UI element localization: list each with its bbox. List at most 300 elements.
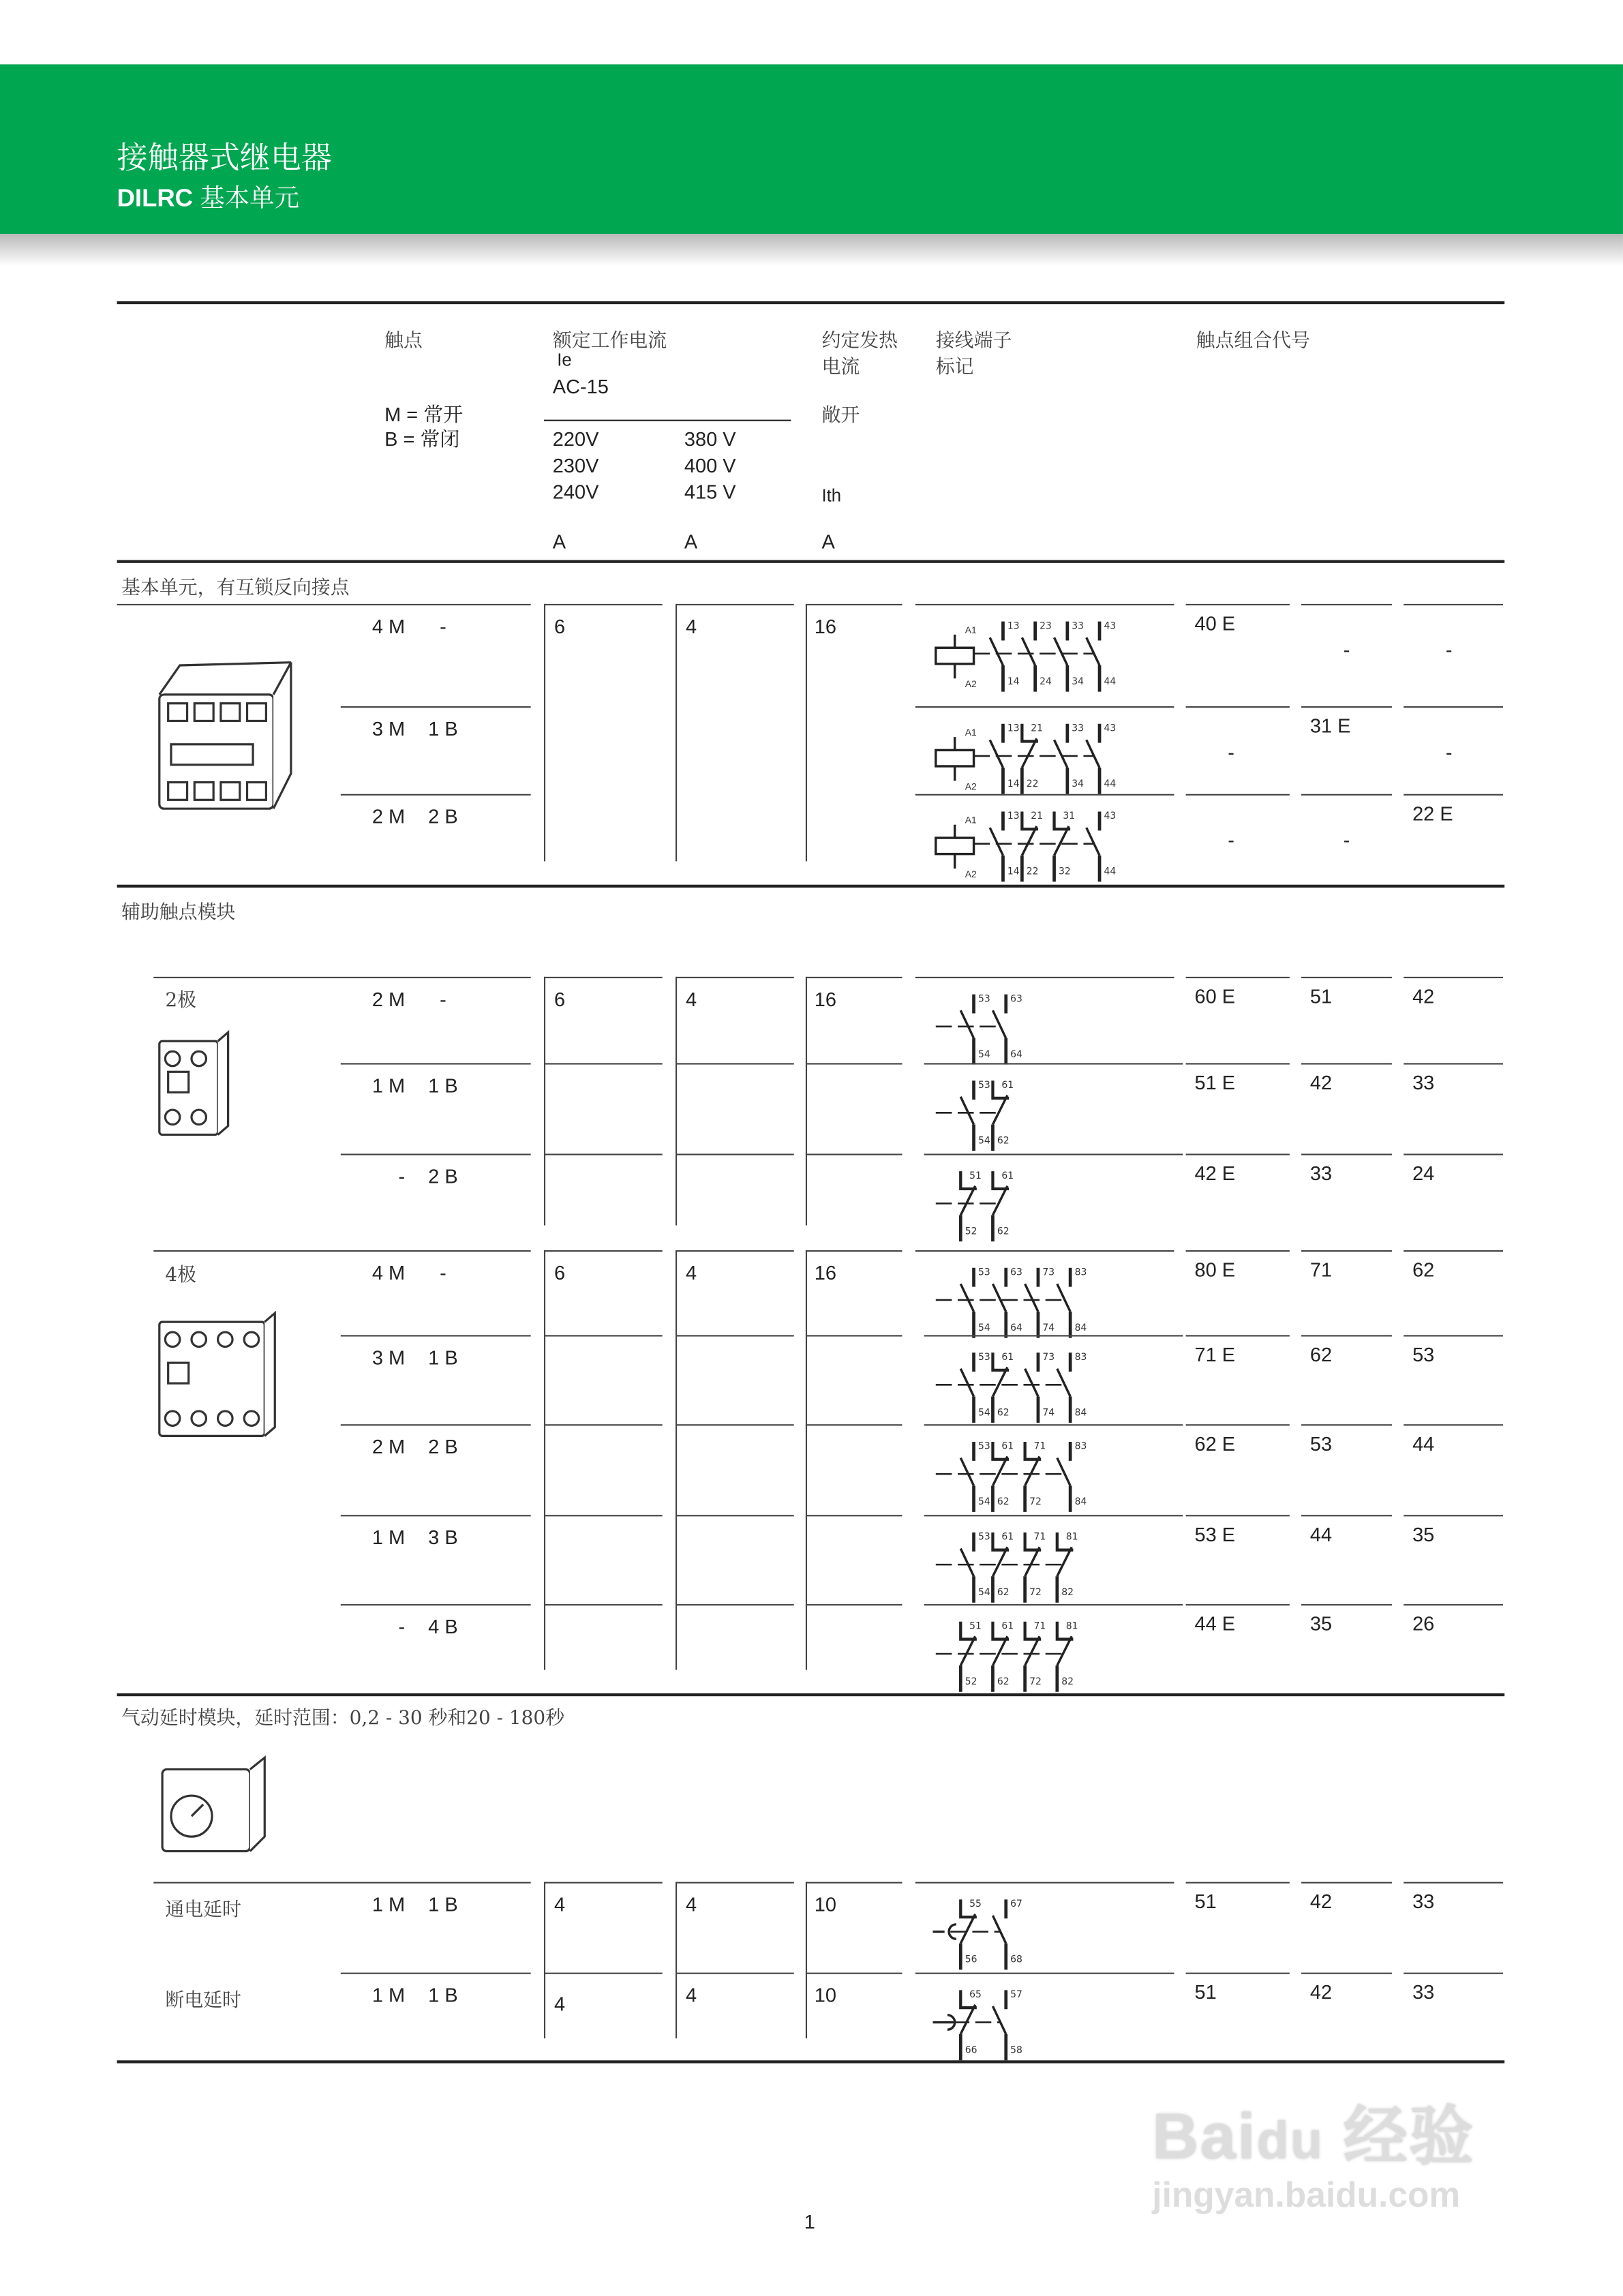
col-rated-current: 额定工作电流 [552,330,667,352]
row-rule [544,1515,663,1516]
terminal-label: 82 [1061,1587,1074,1599]
terminal-label: 62 [997,1587,1010,1599]
row-rule [806,1153,902,1155]
rated-current-230v: 6 [553,1262,566,1284]
terminal-label: 32 [1058,866,1071,877]
terminal-label: 56 [965,1954,977,1965]
terminal-label: 57 [1010,1989,1022,2001]
terminal-label: 66 [965,2044,977,2056]
row-rule [1186,1250,1290,1252]
device-drawing [162,1757,264,1851]
terminal-label: 53 [978,1351,990,1363]
contact-diagram [927,801,1185,886]
row-rule [1186,794,1290,796]
no-contact-blade [1087,740,1099,768]
ac15-label: AC-15 [552,376,609,398]
terminal-label: 54 [978,1322,990,1333]
terminal-label: 54 [978,1135,990,1147]
rated-current-230v: 4 [553,1893,566,1916]
row-rule [1301,1335,1392,1336]
terminal-screw [192,1411,206,1425]
contact-m-count: 3 M [371,718,406,740]
contact-diagram [927,1889,1185,1974]
row-rule [341,1153,531,1155]
contact-code: - [1343,639,1350,661]
col-terminal-1: 接线端子 [935,330,1012,352]
device-side [273,663,291,809]
terminal-label: 61 [1001,1620,1014,1632]
terminal-label: 44 [1104,676,1117,687]
coil-symbol [936,838,974,854]
terminal-screw [192,1110,206,1124]
no-contact-blade [1025,1284,1038,1312]
page-title: 接触器式继电器 [117,140,332,176]
coil-label-a2: A2 [965,868,977,879]
terminal-screw [218,1411,232,1425]
terminal-label: 43 [1104,620,1117,632]
contact-code: 62 [1309,1344,1333,1366]
row-label: 通电延时 [165,1899,241,1922]
contact-diagram [927,1522,1185,1607]
contact-code: - [1343,829,1350,851]
row-rule [341,1515,531,1516]
row-rule [544,1604,663,1605]
contact-code: 51 [1194,1981,1217,2004]
no-contact-blade [1055,740,1067,768]
row-rule [1301,1153,1392,1155]
contact-b-count: - [440,1262,446,1284]
column-divider [544,1882,545,2039]
column-divider [544,1250,545,1670]
row-rule [544,1063,663,1064]
voltage: 415 V [684,481,736,503]
row-rule [1186,1882,1290,1884]
nc-contact-blade [1022,738,1036,768]
row-rule [1404,1515,1503,1516]
no-contact-blade [1025,1369,1038,1397]
column-divider [676,977,677,1226]
contact-b-count: 1 B [428,1346,458,1369]
terminal-label: 71 [1033,1620,1046,1632]
terminal-label: 72 [1029,1676,1042,1688]
contact-m-count: 2 M [371,988,406,1011]
thermal-current: 10 [814,1984,837,2006]
no-contact-blade [992,1284,1005,1312]
contact-b-count: - [440,616,446,638]
diagram-strokes [936,995,1006,1065]
voltage: 240V [552,481,599,503]
row-rule [153,977,530,978]
page-number: 1 [804,2211,815,2233]
row-rule [1404,706,1503,708]
terminal-label: 68 [1010,1954,1022,1965]
terminal-label: 73 [1042,1267,1055,1278]
row-rule [915,1250,1174,1252]
m-definition: M = 常开 [384,404,464,426]
row-rule [1404,1882,1503,1884]
terminal-label: 61 [1001,1531,1014,1543]
terminal-label: 22 [1026,866,1039,877]
terminal-label: 83 [1074,1351,1087,1363]
terminal-label: 33 [1072,620,1084,632]
ie-symbol: Ie [557,349,572,370]
terminal-label: 53 [978,1079,990,1091]
device-drawing [160,1032,228,1134]
terminal-label: 84 [1074,1496,1087,1508]
row-rule [341,1063,531,1064]
device-top [160,663,291,695]
row-rule [915,604,1174,605]
terminal-label: 62 [997,1676,1010,1688]
b-definition: B = 常闭 [384,428,460,451]
contact-code: 51 [1309,985,1333,1008]
row-rule [1186,977,1290,978]
row-rule [806,604,902,605]
contact-code: 22 E [1412,802,1453,825]
row-rule [915,794,1174,796]
row-rule [915,706,1174,708]
terminal-label: 14 [1007,676,1020,687]
terminal-label: 64 [1010,1048,1022,1060]
terminal-label: 51 [969,1170,982,1181]
contact-code: - [1445,741,1453,764]
terminal-label: 74 [1042,1322,1055,1333]
row-rule [676,1973,794,1974]
contact-code: 44 [1309,1524,1333,1546]
terminal-screw [165,1332,179,1346]
row-rule [1186,706,1290,708]
contact-b-count: 1 B [428,1074,458,1097]
device-drawing [160,663,291,809]
terminal-label: 62 [997,1496,1010,1508]
no-contact-blade [1087,637,1099,665]
col-terminal-2: 标记 [935,357,974,379]
rated-current-400v: 4 [686,1893,697,1916]
contact-diagram [927,1612,1185,1696]
contactor-image [153,651,297,821]
rated-current-230v: 6 [553,988,566,1011]
label-window [171,744,253,765]
column-divider [544,604,545,862]
contact-diagram [927,714,1185,798]
open-label: 敞开 [821,405,860,427]
row-rule [341,1335,531,1336]
contact-code: - [1228,741,1234,764]
contact-code: 42 [1309,1890,1333,1913]
no-contact-blade [1057,1369,1070,1397]
terminal-label: 53 [978,1440,990,1452]
contact-code: 53 [1309,1433,1333,1455]
contact-b-count: 2 B [428,1165,458,1188]
row-rule [1404,1153,1503,1155]
terminal-label: 67 [1010,1899,1022,1910]
contact-b-count: - [440,988,446,1011]
rated-current-400v: 4 [686,1262,697,1284]
aux-contact-module-image [153,1308,279,1445]
terminal-label: 83 [1074,1267,1087,1278]
terminal-label: 54 [978,1407,990,1419]
row-rule [676,977,794,978]
terminal-screw [168,704,187,721]
contact-code: 60 E [1194,985,1236,1008]
row-rule [341,706,531,708]
contact-diagram [927,1342,1185,1427]
row-rule [1301,1604,1392,1605]
row-rule [1301,1882,1392,1884]
row-rule [924,1604,1183,1605]
rated-current-230v: 4 [553,1993,566,2015]
column-divider [806,1882,807,2039]
terminal-label: 52 [965,1676,977,1688]
terminal-label: 82 [1061,1676,1074,1688]
section-title: 基本单元，有互锁反向接点 [121,577,350,600]
terminal-label: 44 [1104,779,1117,790]
row-rule [1186,1973,1290,1974]
contact-m-count: 2 M [371,1436,406,1458]
row-rule [1186,1604,1290,1605]
terminal-label: 33 [1072,723,1084,734]
row-rule [1404,1604,1503,1605]
row-rule [676,1335,794,1336]
row-rule [924,1335,1183,1336]
contact-m-count: 1 M [371,1893,406,1916]
terminal-label: 53 [978,1267,990,1278]
plunger [168,1072,189,1092]
terminal-label: 58 [1010,2044,1022,2056]
terminal-label: 73 [1042,1351,1055,1363]
terminal-screw [194,704,213,721]
row-rule [544,1153,663,1155]
contact-m-count: 4 M [371,1262,406,1284]
column-divider [806,604,807,862]
contact-m-count: 4 M [371,616,406,638]
terminal-label: 13 [1007,723,1020,734]
aux-contact-module-image [153,1027,232,1144]
row-rule [676,1250,794,1252]
terminal-screw [247,783,267,800]
row-rule [1186,1335,1290,1336]
terminal-screw [192,1051,206,1066]
row-rule [924,1063,1183,1064]
no-contact-blade [990,828,1003,856]
contact-b-count: 3 B [428,1526,458,1549]
terminal-label: 55 [969,1899,982,1910]
column-divider [676,1250,677,1670]
contact-code: 33 [1412,1072,1435,1094]
contact-code: 53 E [1194,1524,1236,1546]
page-subtitle [117,177,299,214]
row-rule [153,1250,530,1252]
contact-code: 33 [1309,1162,1333,1185]
terminal-label: 61 [1001,1079,1014,1091]
contact-b-count: 1 B [428,1893,458,1916]
terminal-screw [165,1110,179,1124]
group-label: 4极 [165,1265,197,1287]
contact-code: 40 E [1194,612,1236,635]
contact-m-count: - [398,1616,406,1638]
row-rule [806,1882,902,1884]
contact-b-count: 4 B [428,1616,458,1638]
terminal-label: 43 [1104,723,1117,734]
subtitle-code: DILRC [117,184,194,213]
contact-code: 33 [1412,1981,1435,2004]
row-rule [924,1515,1183,1516]
contact-diagram [927,1432,1185,1516]
terminal-label: 43 [1104,811,1117,822]
contact-diagram [927,1070,1185,1155]
voltage-col1 [553,427,599,506]
row-rule [806,1424,902,1425]
contact-code: - [1228,829,1234,851]
terminal-label: 71 [1033,1531,1046,1543]
row-rule [924,1153,1183,1155]
terminal-label: 34 [1072,779,1084,790]
row-rule [806,1604,902,1605]
terminal-label: 24 [1040,676,1052,687]
contact-code: 31 E [1309,714,1351,738]
row-rule [676,1424,794,1425]
terminal-label: 21 [1031,811,1043,822]
contact-diagram [927,1161,1185,1245]
no-contact-blade [1022,637,1035,665]
terminal-label: 51 [969,1620,982,1632]
coil-label-a2: A2 [965,781,977,792]
row-rule [676,1515,794,1516]
terminal-label: 83 [1074,1440,1087,1452]
coil-symbol [936,750,974,766]
row-rule [341,1424,531,1425]
watermark-logo: Baidu 经验 [1152,2101,1475,2173]
table-top-rule [117,301,1505,304]
contact-diagram [927,1980,1185,2064]
row-rule [1301,1973,1392,1974]
no-contact-blade [1057,1284,1070,1312]
contact-code: 33 [1412,1890,1435,1913]
row-rule [1404,1973,1503,1974]
contact-code: 26 [1412,1612,1435,1635]
terminal-label: 62 [997,1407,1010,1419]
row-rule [915,1973,1174,1974]
contact-code: 71 E [1194,1344,1236,1366]
row-label: 断电延时 [165,1990,241,2012]
section-rule [117,2060,1505,2062]
row-rule [1186,1063,1290,1064]
row-rule [1404,1335,1503,1336]
ith-symbol: Ith [821,485,842,507]
rated-current-400v: 4 [686,616,697,638]
terminal-screw [192,1332,206,1346]
terminal-label: 34 [1072,676,1084,687]
header-bottom-rule [117,560,1505,563]
contact-b-count: 1 B [428,1984,458,2006]
contact-diagram [927,611,1185,696]
row-rule [1186,604,1290,605]
coil-label-a1: A1 [965,814,977,826]
column-divider [806,977,807,1226]
contact-m-count: - [398,1165,406,1188]
contact-code: 62 E [1194,1433,1236,1455]
column-divider [676,604,677,862]
contact-code: 42 [1309,1072,1333,1094]
no-contact-blade [960,1284,973,1312]
terminal-label: 44 [1104,866,1117,877]
no-contact-blade [960,1549,973,1577]
voltage-col2 [684,427,736,506]
contact-m-count: 1 M [371,1074,406,1097]
contact-code: 80 E [1194,1258,1236,1282]
row-rule [544,1973,663,1974]
contact-code: 42 E [1194,1162,1236,1185]
terminal-screw [218,1332,232,1346]
terminal-label: 61 [1001,1170,1014,1181]
terminal-label: 14 [1007,779,1020,790]
contact-code: 35 [1412,1524,1435,1546]
terminal-label: 74 [1042,1407,1055,1419]
contact-code: 62 [1412,1258,1435,1282]
contact-code: 35 [1309,1612,1333,1635]
row-rule [544,1250,663,1252]
row-rule [676,1153,794,1155]
row-rule [915,1882,1174,1884]
contact-code: 53 [1412,1344,1435,1366]
row-rule [1404,977,1503,978]
row-rule [544,1882,663,1884]
unit: A [821,530,835,553]
section-rule [117,1693,1505,1695]
row-rule [924,1424,1183,1425]
terminal-screw [194,783,213,800]
contact-code: 44 [1412,1433,1435,1455]
terminal-label: 31 [1063,811,1076,822]
terminal-screw [168,783,187,800]
terminal-label: 53 [978,993,990,1005]
terminal-label: 72 [1029,1496,1042,1508]
column-divider [676,1882,677,2039]
row-rule [676,604,794,605]
row-rule [676,1063,794,1064]
coil-label-a1: A1 [965,726,977,738]
row-rule [806,1335,902,1336]
terminal-label: 13 [1007,620,1020,632]
row-rule [1301,794,1392,796]
group-label: 2极 [165,990,197,1012]
terminal-label: 54 [978,1048,990,1060]
no-contact-blade [990,637,1003,665]
terminal-label: 61 [1001,1440,1014,1452]
unit: A [684,530,698,553]
row-rule [544,1424,663,1425]
terminal-label: 54 [978,1496,990,1508]
voltage: 220V [552,428,599,451]
no-contact-blade [1055,637,1067,665]
no-contact-blade [1087,828,1099,856]
thermal-current: 16 [814,1262,837,1284]
section-rule [117,885,1505,887]
terminal-label: 84 [1074,1407,1087,1419]
terminal-label: 65 [969,1989,982,2001]
terminal-label: 62 [997,1226,1010,1237]
terminal-screw [165,1411,179,1425]
coil-label-a1: A1 [965,624,977,635]
terminal-label: 81 [1065,1620,1078,1632]
rated-current-400v: 4 [686,988,697,1011]
row-rule [341,794,531,796]
row-rule [806,1515,902,1516]
terminal-label: 52 [965,1226,977,1237]
row-rule [1404,1250,1503,1252]
row-rule [1186,1424,1290,1425]
terminal-screw [247,704,267,721]
